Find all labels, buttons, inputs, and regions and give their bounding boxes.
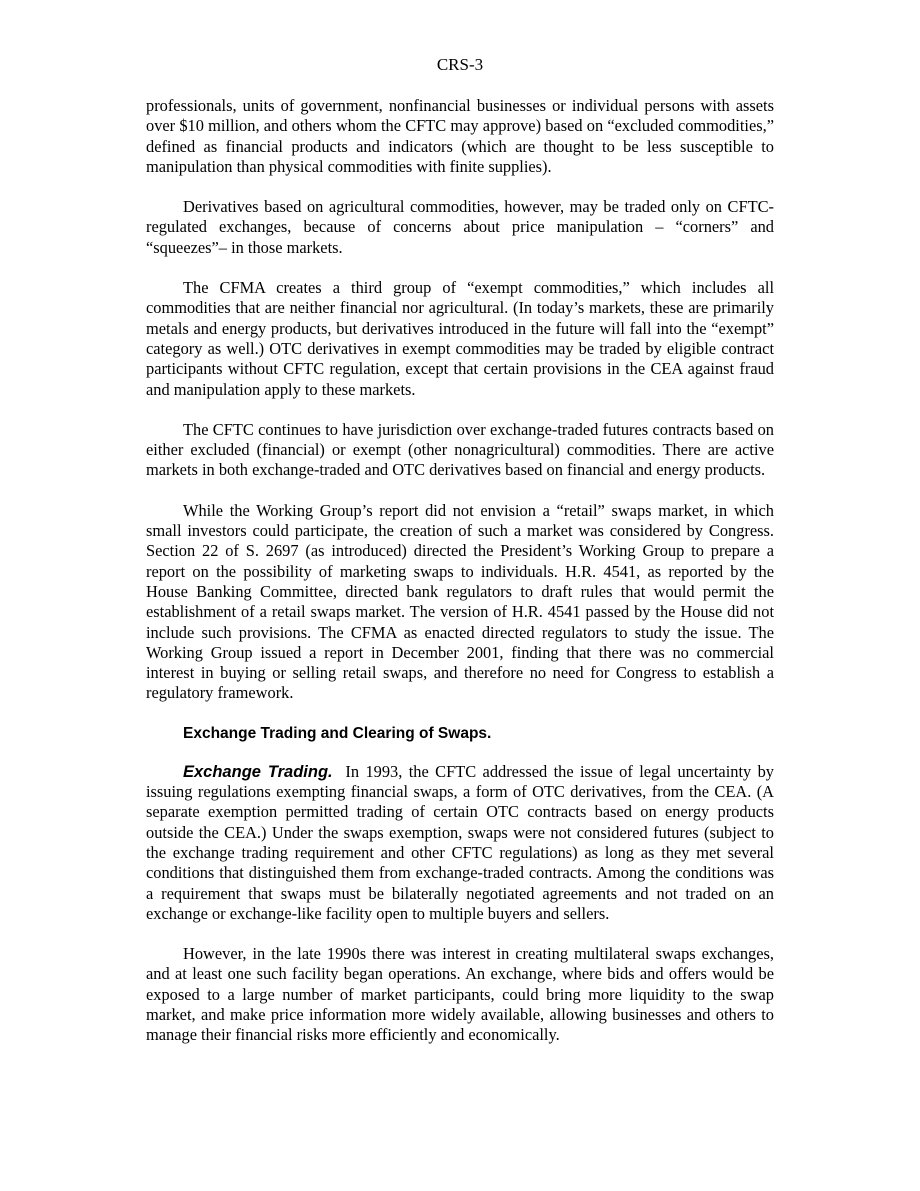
paragraph-retail-swaps: While the Working Group’s report did not envision a “retail” swaps market, in which small investors could participate, the creation of such a market was considered by Congress. Section 22 of S. 2697 (as introduced) directed the President’s Working Group to prepare a report on the possibility of marketing swaps to individuals. H.R. 4541, as reported by the House Banking Committee, directed bank regulators to draft rules that would permit the establishment of a retail swaps market. The version of H.R. 4541 passed by the House did not include such provisions. The CFMA as enacted directed regulators to study the issue. The Working Group issued a report in December 2001, finding that there was no commercial interest in buying or selling retail swaps, and therefore no need for Congress to establish a regulatory framework. [146,500,774,703]
paragraph-continued-excluded-commodities: professionals, units of government, nonfinancial businesses or individual persons with assets over $10 million, and others whom the CFTC may approve) based on “excluded commodities,” defined as financial products and indicators (which are thought to be less susceptible to manipulation than physical commodities with finite supplies). [146,96,774,176]
page-number: CRS-3 [436,55,484,74]
paragraph-exchange-trading-text: In 1993, the CFTC addressed the issue of legal uncertainty by issuing regulations exempting financial swaps, a form of OTC derivatives, from the CEA. (A separate exemption permitted trading of certain OTC contracts based on energy products outside the CEA.) Under the swaps exemption, swaps were not considered futures (subject to the exchange trading requirement and other CFTC regulations) as long as they met several conditions that distinguished them from exchange-traded contracts. Among the conditions was a requirement that swaps must be bilaterally negotiated agreements and not traded on an exchange or exchange-like facility open to multiple buyers and sellers. [146,761,774,923]
paragraph-exchange-trading [146,762,774,924]
paragraph-multilateral-exchanges: However, in the late 1990s there was interest in creating multilateral swaps exchanges, and at least one such facility began operations. An exchange, where bids and offers would be exposed to a large number of market participants, could bring more liquidity to the swap market, and make price information more widely available, allowing businesses and others to manage their financial risks more efficiently and economically. [146,944,774,1045]
document-body [146,96,774,1066]
runin-heading: Exchange Trading. [183,762,333,781]
section-heading: Exchange Trading and Clearing of Swaps. [183,724,492,742]
paragraph-cftc-jurisdiction: The CFTC continues to have jurisdiction over exchange-traded futures contracts based on either excluded (financial) or exempt (other nonagricultural) commodities. There are active markets in both exchange-traded and OTC derivatives based on financial and energy products. [146,419,774,480]
paragraph-exempt-commodities: The CFMA creates a third group of “exempt commodities,” which includes all commodities that are neither financial nor agricultural. (In today’s markets, these are primarily metals and energy products, but derivatives introduced in the future will fall into the “exempt” category as well.) OTC derivatives in exempt commodities may be traded by eligible contract participants without CFTC regulation, except that certain provisions in the CEA against fraud and manipulation apply to these markets. [146,278,774,399]
paragraph-agricultural-commodities: Derivatives based on agricultural commodities, however, may be traded only on CFTC-regulated exchanges, because of concerns about price manipulation – “corners” and “squeezes”– in those markets. [146,197,774,257]
